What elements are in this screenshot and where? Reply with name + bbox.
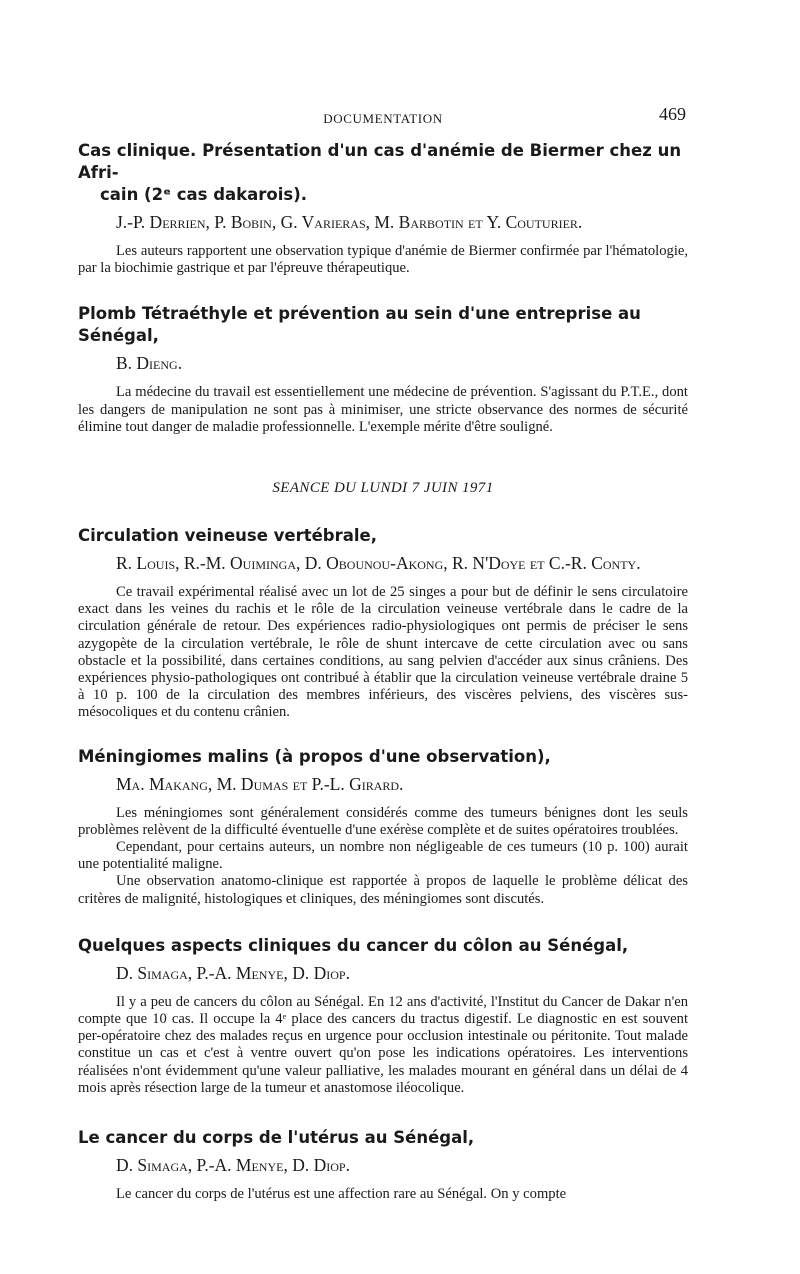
article-title-line: Plomb Tétraéthyle et prévention au sein d'une entreprise au Sénégal,: [78, 304, 641, 346]
article-abstract: Les auteurs rapportent une observation typique d'anémie de Biermer confirmée par l'hématologie, par la biochimie gastrique et par l'épreuve thérapeutique.: [78, 243, 688, 277]
article-abstract: Le cancer du corps de l'utérus est une affection rare au Sénégal. On y compte: [116, 1186, 567, 1203]
session-heading: SEANCE DU LUNDI 7 JUIN 1971: [272, 480, 494, 497]
article-uterus: [78, 1127, 688, 1203]
article-title-line: Méningiomes malins (à propos d'une observation),: [78, 746, 551, 766]
article-circulation: [78, 525, 688, 722]
article-authors: Ma. Makang, M. Dumas et P.-L. Girard.: [116, 773, 404, 794]
article-title: [78, 1127, 688, 1149]
article-title: [78, 303, 688, 347]
article-authors: D. Simaga, P.-A. Menye, D. Diop.: [116, 1155, 350, 1176]
article-plomb: [78, 303, 688, 436]
article-abstract: Une observation anatomo-clinique est rapportée à propos de laquelle le problème délicat des critères de malignité, histologiques et cliniques, des méningiomes sont discutés.: [78, 873, 688, 907]
article-title: [78, 746, 688, 768]
article-title: [78, 525, 688, 547]
article-abstract: Cependant, pour certains auteurs, un nombre non négligeable de ces tumeurs (10 p. 100) aurait une potentialité maligne.: [78, 839, 688, 873]
article-abstract: Les méningiomes sont généralement considérés comme des tumeurs bénignes dont les seuls problèmes relèvent de la difficulté éventuelle d'une exérèse complète et de suites opératoires troublées.: [78, 804, 688, 838]
article-authors: D. Simaga, P.-A. Menye, D. Diop.: [116, 962, 350, 983]
article-authors: R. Louis, R.-M. Ouiminga, D. Obounou-Akong, R. N'Doye et C.-R. Conty.: [116, 553, 641, 574]
article-authors: B. Dieng.: [116, 353, 183, 374]
article-abstract: La médecine du travail est essentiellement une médecine de prévention. S'agissant du P.T.E., dont les dangers de manipulation ne sont pas à minimiser, une stricte observance des normes de sécurité élimine tout danger de maladie professionnelle. L'exemple mérite d'être souligné.: [78, 384, 688, 435]
article-meningiomes: [78, 746, 688, 908]
running-head: DOCUMENTATION: [323, 111, 443, 126]
article-title-line: cain (2ᵉ cas dakarois).: [100, 185, 308, 204]
article-authors: J.-P. Derrien, P. Bobin, G. Varieras, M. Barbotin et Y. Couturier.: [116, 212, 583, 232]
article-title-line: Quelques aspects cliniques du cancer du côlon au Sénégal,: [78, 935, 629, 955]
article-colon: [78, 935, 688, 1097]
page-number: 469: [659, 104, 686, 124]
page-header: [78, 104, 688, 134]
page-content: [78, 140, 688, 1203]
article-title-line: Cas clinique. Présentation d'un cas d'anémie de Biermer chez un Afri-: [78, 141, 682, 182]
article-abstract: Ce travail expérimental réalisé avec un lot de 25 singes a pour but de définir le sens circulatoire exact dans les veines du rachis et le rôle de la circulation veineuse vertébrale dans le cadre de la circulation générale de retour. Des expériences radio-physiologiques ont permis de préciser le sens azygopète de la circulation vertébrale, le rôle de shunt intercave de cette circulation avec ou sans obstacle et la possibilité, dans certaines conditions, au sang pelvien d'accéder aux sinus crâniens. Des expériences physio-pathologiques ont contribué à établir que la circulation veineuse vertébrale draine 5 à 10 p. 100 de la circulation des membres inférieurs, des viscères pelviens, des viscères sus-mésocoliques et du contenu crânien.: [78, 584, 688, 721]
article-abstract: Il y a peu de cancers du côlon au Sénégal. En 12 ans d'activité, l'Institut du Cancer de Dakar n'en compte que 10 cas. Il occupe la 4ᵉ place des cancers du tractus digestif. Le diagnostic en est souvent per-opératoire chez des malades reçus en urgence pour occlusion intestinale ou péritonite. Tout malade constitue un cas et c'est à ventre ouvert qu'on pose les indications opératoires. Les interventions réalisées n'ont évidemment qu'une valeur palliative, les malades mourant en général dans un délai de 4 mois après résection large de la tumeur et anastomose iléocolique.: [78, 993, 688, 1096]
article-title: [78, 935, 688, 957]
article-biermer: [78, 140, 688, 277]
article-title-line: Le cancer du corps de l'utérus au Sénégal,: [78, 1128, 475, 1148]
article-title-line: Circulation veineuse vertébrale,: [78, 526, 377, 546]
article-title: [78, 140, 688, 206]
